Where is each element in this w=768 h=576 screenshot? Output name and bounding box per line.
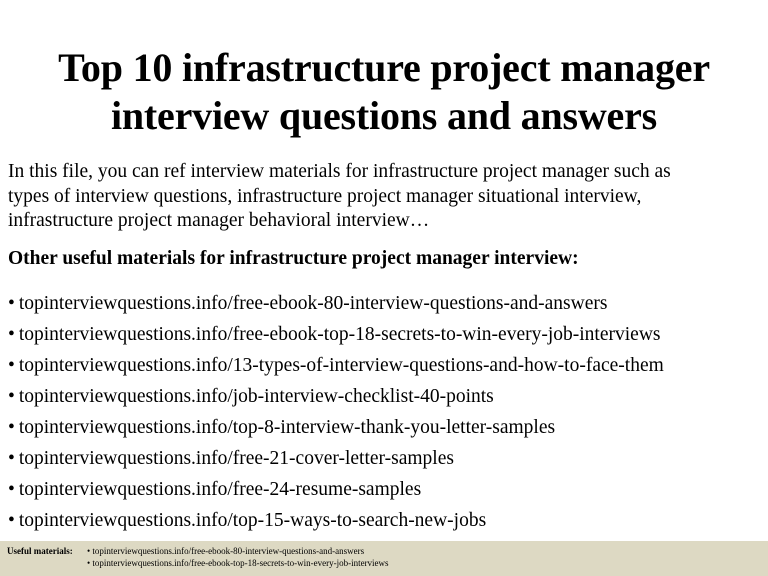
list-item[interactable] bbox=[8, 288, 764, 319]
list-item[interactable] bbox=[8, 443, 764, 474]
footer-bar bbox=[0, 541, 768, 576]
link-text[interactable]: topinterviewquestions.info/job-interview-checklist-40-points bbox=[18, 386, 494, 407]
materials-list bbox=[8, 288, 764, 536]
bullet-icon: • bbox=[8, 479, 15, 500]
footer-label: Useful materials: bbox=[7, 546, 73, 556]
bullet-icon: • bbox=[8, 355, 15, 376]
title-line-1: Top 10 infrastructure project manager bbox=[58, 45, 710, 90]
footer-list bbox=[87, 546, 389, 569]
list-item[interactable] bbox=[8, 350, 764, 381]
materials-heading: Other useful materials for infrastructure project manager interview: bbox=[8, 248, 579, 269]
bullet-icon: • bbox=[8, 510, 15, 531]
list-item[interactable] bbox=[8, 474, 764, 505]
list-item[interactable] bbox=[8, 381, 764, 412]
list-item[interactable] bbox=[8, 505, 764, 536]
intro-paragraph bbox=[8, 160, 764, 234]
intro-line-1: In this file, you can ref interview materials for infrastructure project manager such as bbox=[8, 161, 671, 182]
intro-line-2: types of interview questions, infrastructure project manager situational interview, bbox=[8, 185, 642, 207]
link-text[interactable]: topinterviewquestions.info/13-types-of-interview-questions-and-how-to-face-them bbox=[18, 355, 664, 376]
link-text[interactable]: topinterviewquestions.info/free-21-cover-letter-samples bbox=[18, 448, 454, 469]
bullet-icon: • bbox=[8, 448, 15, 469]
link-text[interactable]: topinterviewquestions.info/free-ebook-top-18-secrets-to-win-every-job-interviews bbox=[18, 324, 661, 345]
list-item[interactable] bbox=[8, 412, 764, 443]
footer-link[interactable]: • topinterviewquestions.info/free-ebook-top-18-secrets-to-win-every-job-interviews bbox=[87, 557, 389, 568]
bullet-icon: • bbox=[8, 386, 15, 407]
link-text[interactable]: topinterviewquestions.info/top-8-interview-thank-you-letter-samples bbox=[18, 417, 556, 438]
page-title bbox=[0, 44, 768, 140]
bullet-icon: • bbox=[8, 417, 15, 438]
link-text[interactable]: topinterviewquestions.info/free-24-resume-samples bbox=[18, 479, 422, 500]
list-item[interactable] bbox=[8, 319, 764, 350]
title-line-2: interview questions and answers bbox=[110, 93, 658, 138]
link-text[interactable]: topinterviewquestions.info/top-15-ways-to-search-new-jobs bbox=[18, 510, 487, 531]
bullet-icon: • bbox=[8, 293, 15, 314]
link-text[interactable]: topinterviewquestions.info/free-ebook-80-interview-questions-and-answers bbox=[18, 293, 608, 314]
intro-line-3: infrastructure project manager behavioral interview… bbox=[8, 210, 430, 231]
bullet-icon: • bbox=[8, 324, 15, 345]
footer-link[interactable]: • topinterviewquestions.info/free-ebook-80-interview-questions-and-answers bbox=[87, 546, 365, 556]
